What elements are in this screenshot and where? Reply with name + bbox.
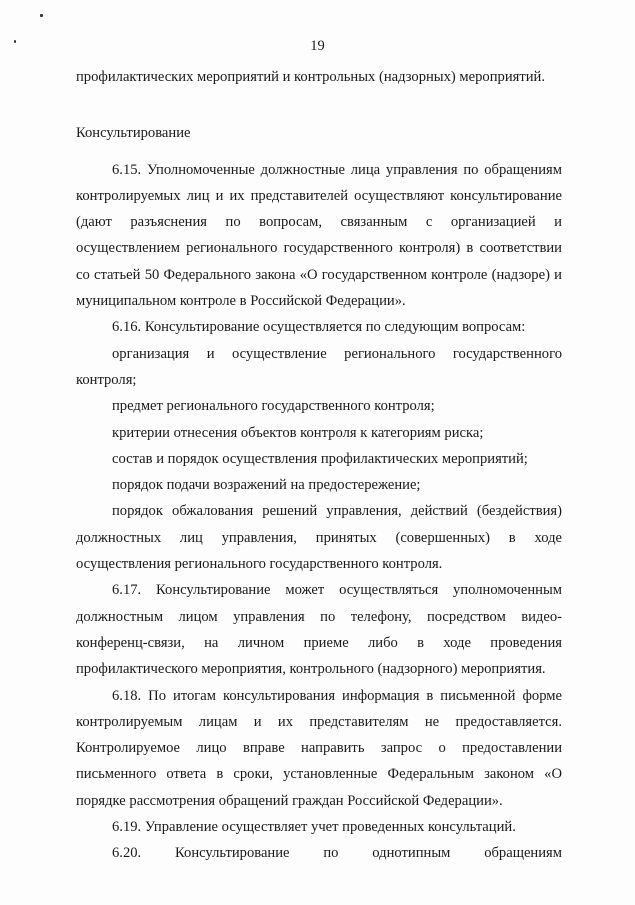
page-number: 19 (310, 38, 325, 54)
paragraph-6-16: 6.16. Консультирование осуществляется по следующим вопросам: (112, 319, 526, 336)
document-body (76, 64, 562, 867)
paragraph-6-17: 6.17. Консультирование может осуществляться уполномоченным должностным лицом управления по телефону, посредством видео-конференц-связи, на личном приеме либо в ходе проведения профилактического мероприятия, контрольного (надзорного) мероприятия. (76, 582, 562, 678)
paragraph-continued: профилактических мероприятий и контрольных (надзорных) мероприятий. (76, 69, 545, 85)
paragraph-6-18: 6.18. По итогам консультирования информация в письменной форме контролируемым лицам и их представителям не предоставляется. Контролируемое лицо вправе направить запрос о предоставлении письменного ответа в сроки, установленные Федеральным законом «О порядке рассмотрения обращений граждан Российской Федерации». (76, 687, 562, 809)
paragraph-6-19: 6.19. Управление осуществляет учет проведенных консультаций. (112, 819, 516, 836)
list-item: порядок обжалования решений управления, действий (бездействия) должностных лиц управления, принятых (совершенных) в ходе осуществления регионального государственного контроля. (76, 503, 562, 573)
paragraph-6-15: 6.15. Уполномоченные должностные лица управления по обращениям контролируемых лиц и их представителей осуществляют консультирование (дают разъяснения по вопросам, связанным с организацией и осуществлением регионального государственного контроля) в соответствии со статьей 50 Федерального закона «О государственном контроле (надзоре) и муниципальном контроле в Российской Федерации». (76, 161, 562, 310)
scan-speck (40, 14, 43, 17)
list-item: состав и порядок осуществления профилактических мероприятий; (112, 450, 528, 467)
list-item: предмет регионального государственного контроля; (112, 398, 435, 415)
list-item: порядок подачи возражений на предостережение; (112, 477, 421, 494)
paragraph-6-20: 6.20. Консультирование по однотипным обращениям (112, 845, 562, 862)
section-heading: Консультирование (76, 125, 191, 142)
list-item: критерии отнесения объектов контроля к категориям риска; (112, 424, 484, 441)
list-item: организация и осуществление регионального государственного контроля; (76, 345, 562, 388)
